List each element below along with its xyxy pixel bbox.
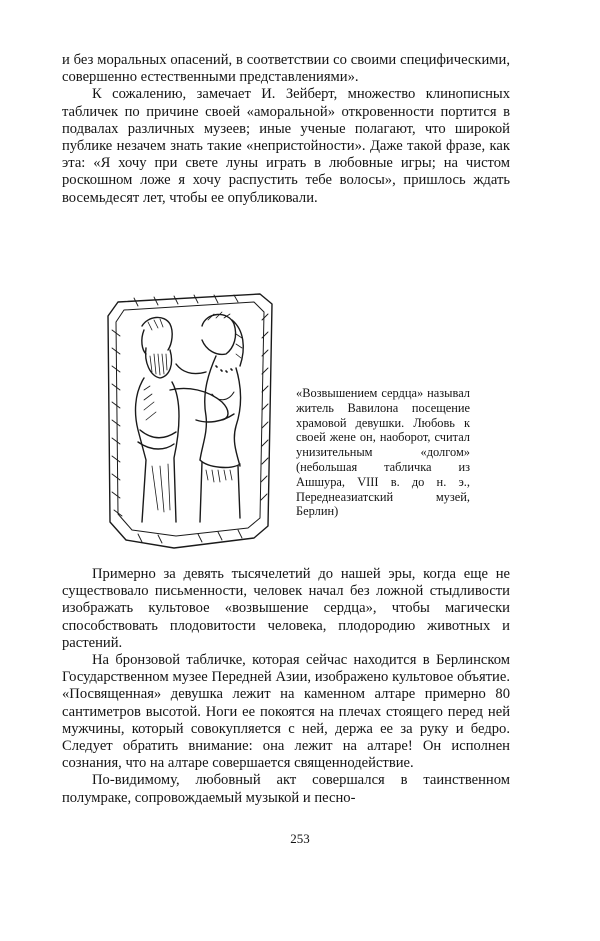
paragraph-ritual: По-видимому, любовный акт совершался в таинственном полумраке, сопровождаемый музыкой и песно- xyxy=(62,772,510,806)
page-number: 253 xyxy=(290,831,310,846)
paragraph-seibert: К сожалению, замечает И. Зейберт, множество клинописных табличек по причине своей «аморальной» откровенности портится в подвалах различных музеев; иные ученые полагают, что широкой публике незачем знать такие «непристойности». Даже такой фразе, как эта: «Я хочу при свете луны играть в любовные игры; на чистом роскошном ложе я хочу распустить тебе волосы», пришлось ждать восемьдесят лет, чтобы ее опубликовали. xyxy=(62,86,510,206)
figure-caption-text: «Возвышением сердца» называл житель Вавилона посещение храмовой девушки. Любовь к своей жене он, наоборот, считал унизительным «долгом» (небольшая табличка из Ашшура, VIII в. до н. э., Переднеазиатский музей, Берлин) xyxy=(296,386,470,519)
tablet-illustration xyxy=(104,290,274,550)
tablet-outline xyxy=(108,294,272,548)
man-head xyxy=(142,317,172,350)
text-block-top xyxy=(62,52,510,207)
figure-caption xyxy=(296,386,470,519)
text-block-bottom xyxy=(62,566,510,807)
paragraph-continued: и без моральных опасений, в соответствии со своими специфическими, совершенно естественными представлениями». xyxy=(62,52,510,86)
paragraph-prehistory: Примерно за девять тысячелетий до нашей эры, когда еще не существовало письменности, человек начал без ложной стыдливости изображать культовое «возвышение сердца», чтобы магически способствовать плодовитости человека, плодородию животных и растений. xyxy=(62,566,510,651)
woman-head xyxy=(202,314,236,354)
paragraph-bronze-tablet: На бронзовой табличке, которая сейчас находится в Берлинском Государственном музее Передней Азии, изображено культовое объятие. «Посвященная» девушка лежит на каменном алтаре примерно 80 сантиметров высотой. Ноги ее покоятся на плечах стоящего перед ней мужчины, который совокупляется с ней, держа ее за руку и бедро. Следует обратить внимание: она лежит на алтаре! Он исполнен сознания, что на алтаре совершается священнодействие. xyxy=(62,652,510,772)
